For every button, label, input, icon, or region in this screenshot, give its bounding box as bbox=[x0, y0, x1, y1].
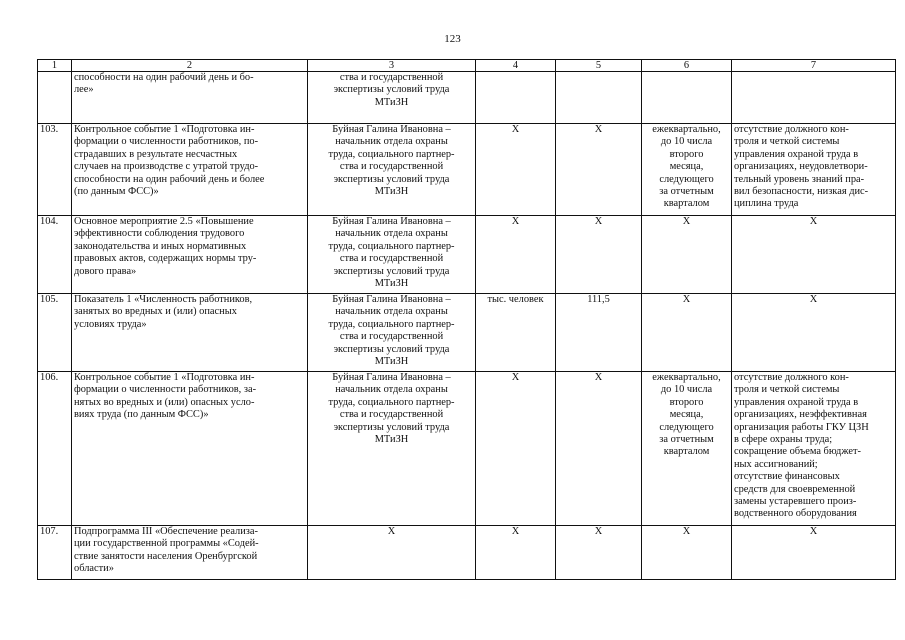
row-unit: Х bbox=[476, 526, 556, 580]
column-header: 1 bbox=[38, 60, 72, 72]
plan-table bbox=[37, 59, 896, 580]
row-risks bbox=[732, 294, 896, 372]
row-name bbox=[72, 72, 308, 124]
text-line: МТиЗН bbox=[374, 434, 409, 446]
row-risks bbox=[732, 216, 896, 294]
text-line: Показатель 1 «Численность работников, bbox=[74, 294, 253, 305]
row-number: 107. bbox=[38, 526, 72, 580]
text-line: экспертизы условий труда bbox=[333, 343, 450, 355]
row-value: Х bbox=[556, 372, 642, 526]
text-line: виях труда (по данным ФСС)» bbox=[74, 409, 209, 421]
text-line: ции государственной программы «Содей- bbox=[74, 538, 259, 550]
row-risks bbox=[732, 526, 896, 580]
text-line: ежеквартально, bbox=[652, 372, 721, 383]
table-row bbox=[38, 294, 896, 372]
row-responsible bbox=[308, 526, 476, 580]
column-number-row bbox=[38, 60, 896, 72]
text-line: Буйная Галина Ивановна – bbox=[332, 216, 451, 227]
row-deadline bbox=[642, 294, 732, 372]
row-name bbox=[72, 124, 308, 216]
text-line: формации о численности работников, за- bbox=[74, 384, 257, 396]
text-line: организациях, неэффективная bbox=[734, 409, 867, 421]
text-line: лее» bbox=[74, 84, 94, 96]
text-line: экспертизы условий труда bbox=[333, 265, 450, 277]
text-line: ежеквартально, bbox=[652, 124, 721, 135]
text-line: законодательства и иных нормативных bbox=[74, 240, 247, 252]
column-header: 7 bbox=[732, 60, 896, 72]
text-line: управления охраной труда в bbox=[734, 396, 859, 408]
row-deadline bbox=[642, 124, 732, 216]
row-responsible bbox=[308, 124, 476, 216]
text-line: ства и государственной bbox=[339, 331, 444, 343]
text-line: начальник отдела охраны bbox=[335, 384, 448, 396]
text-line: правовых актов, содержащих нормы тру- bbox=[74, 253, 257, 265]
row-number: 106. bbox=[38, 372, 72, 526]
text-line: тельный уровень знаний пра- bbox=[734, 173, 865, 185]
text-line: труда, социального партнер- bbox=[328, 396, 455, 408]
text-line: отсутствие должного кон- bbox=[734, 124, 849, 135]
row-name bbox=[72, 526, 308, 580]
row-unit: Х bbox=[476, 372, 556, 526]
text-line: замены устаревшего произ- bbox=[734, 496, 857, 508]
column-header: 5 bbox=[556, 60, 642, 72]
text-line: Буйная Галина Ивановна – bbox=[332, 294, 451, 305]
text-line: Основное мероприятие 2.5 «Повышение bbox=[74, 216, 254, 227]
text-line: МТиЗН bbox=[374, 96, 409, 108]
text-line: Х bbox=[809, 526, 818, 537]
text-line: условиях труда» bbox=[74, 318, 147, 330]
row-name bbox=[72, 216, 308, 294]
row-value: 111,5 bbox=[556, 294, 642, 372]
text-line: МТиЗН bbox=[374, 278, 409, 290]
row-responsible bbox=[308, 294, 476, 372]
text-line: ства и государственной bbox=[339, 409, 444, 421]
row-risks bbox=[732, 372, 896, 526]
column-header: 4 bbox=[476, 60, 556, 72]
row-deadline bbox=[642, 372, 732, 526]
text-line: экспертизы условий труда bbox=[333, 84, 450, 96]
text-line: ных ассигнований; bbox=[734, 458, 818, 470]
row-unit: Х bbox=[476, 124, 556, 216]
text-line: циплина труда bbox=[734, 198, 799, 210]
row-value: Х bbox=[556, 124, 642, 216]
text-line: второго bbox=[669, 148, 704, 160]
text-line: МТиЗН bbox=[374, 186, 409, 198]
text-line: ства и государственной bbox=[339, 161, 444, 173]
text-line: занятых во вредных и (или) опасных bbox=[74, 306, 237, 318]
text-line: нятых во вредных и (или) опасных усло- bbox=[74, 396, 255, 408]
text-line: отсутствие финансовых bbox=[734, 471, 840, 483]
row-value bbox=[556, 72, 642, 124]
row-unit: тыс. человек bbox=[476, 294, 556, 372]
text-line: организациях, неудовлетвори- bbox=[734, 161, 868, 173]
text-line: средств для своевременной bbox=[734, 483, 856, 495]
text-line: Х bbox=[809, 216, 818, 227]
table-row bbox=[38, 372, 896, 526]
text-line: за отчетным bbox=[659, 434, 714, 446]
text-line: дового права» bbox=[74, 265, 137, 277]
row-responsible bbox=[308, 372, 476, 526]
text-line: Х bbox=[682, 294, 691, 305]
row-deadline bbox=[642, 526, 732, 580]
row-value: Х bbox=[556, 216, 642, 294]
text-line: области» bbox=[74, 563, 114, 575]
row-name bbox=[72, 372, 308, 526]
text-line: начальник отдела охраны bbox=[335, 228, 448, 240]
text-line: Х bbox=[387, 526, 396, 537]
text-line: месяца, bbox=[669, 409, 704, 421]
text-line: труда, социального партнер- bbox=[328, 318, 455, 330]
text-line: начальник отдела охраны bbox=[335, 136, 448, 148]
text-line: Контрольное событие 1 «Подготовка ин- bbox=[74, 372, 255, 383]
column-header: 2 bbox=[72, 60, 308, 72]
column-header: 6 bbox=[642, 60, 732, 72]
text-line: Буйная Галина Ивановна – bbox=[332, 124, 451, 135]
text-line: водственного оборудования bbox=[734, 508, 857, 520]
row-number: 104. bbox=[38, 216, 72, 294]
row-deadline bbox=[642, 72, 732, 124]
text-line: труда, социального партнер- bbox=[328, 148, 455, 160]
text-line: троля и четкой системы bbox=[734, 384, 840, 396]
row-responsible bbox=[308, 72, 476, 124]
row-number: 105. bbox=[38, 294, 72, 372]
text-line: способности на один рабочий день и более bbox=[74, 173, 265, 185]
text-line: эффективности соблюдения трудового bbox=[74, 228, 245, 240]
text-line: экспертизы условий труда bbox=[333, 421, 450, 433]
table-row bbox=[38, 216, 896, 294]
text-line: кварталом bbox=[663, 198, 710, 210]
text-line: Контрольное событие 1 «Подготовка ин- bbox=[74, 124, 255, 135]
text-line: Х bbox=[682, 216, 691, 227]
text-line: отсутствие должного кон- bbox=[734, 372, 849, 383]
text-line: в сфере охраны труда; bbox=[734, 434, 833, 446]
row-deadline bbox=[642, 216, 732, 294]
text-line: страдавших в результате несчастных bbox=[74, 148, 238, 160]
text-line: управления охраной труда в bbox=[734, 148, 859, 160]
row-unit: Х bbox=[476, 216, 556, 294]
text-line: кварталом bbox=[663, 446, 710, 458]
table-row bbox=[38, 526, 896, 580]
text-line: месяца, bbox=[669, 161, 704, 173]
text-line: формации о численности работников, по- bbox=[74, 136, 259, 148]
text-line: способности на один рабочий день и бо- bbox=[74, 72, 254, 83]
text-line: следующего bbox=[659, 421, 714, 433]
text-line: Х bbox=[809, 294, 818, 305]
text-line: случаев на производстве с утратой трудо- bbox=[74, 161, 259, 173]
text-line: ства и государственной bbox=[339, 72, 444, 83]
text-line: до 10 числа bbox=[660, 136, 713, 148]
row-unit bbox=[476, 72, 556, 124]
text-line: вил безопасности, низкая дис- bbox=[734, 186, 869, 198]
row-value: Х bbox=[556, 526, 642, 580]
row-responsible bbox=[308, 216, 476, 294]
text-line: до 10 числа bbox=[660, 384, 713, 396]
text-line: организация работы ГКУ ЦЗН bbox=[734, 421, 869, 433]
text-line: начальник отдела охраны bbox=[335, 306, 448, 318]
text-line: следующего bbox=[659, 173, 714, 185]
text-line: ства и государственной bbox=[339, 253, 444, 265]
text-line: второго bbox=[669, 396, 704, 408]
text-line: сокращение объема бюджет- bbox=[734, 446, 861, 458]
text-line: ствие занятости населения Оренбургской bbox=[74, 550, 258, 562]
row-number: 103. bbox=[38, 124, 72, 216]
table-row bbox=[38, 72, 896, 124]
text-line: Подпрограмма III «Обеспечение реализа- bbox=[74, 526, 258, 537]
row-risks bbox=[732, 124, 896, 216]
text-line: Х bbox=[682, 526, 691, 537]
table-row bbox=[38, 124, 896, 216]
text-line: за отчетным bbox=[659, 186, 714, 198]
text-line: экспертизы условий труда bbox=[333, 173, 450, 185]
row-name bbox=[72, 294, 308, 372]
text-line: МТиЗН bbox=[374, 356, 409, 368]
text-line: Буйная Галина Ивановна – bbox=[332, 372, 451, 383]
column-header: 3 bbox=[308, 60, 476, 72]
text-line: троля и четкой системы bbox=[734, 136, 840, 148]
page-number: 123 bbox=[444, 33, 461, 45]
text-line: труда, социального партнер- bbox=[328, 240, 455, 252]
row-number bbox=[38, 72, 72, 124]
text-line: (по данным ФСС)» bbox=[74, 186, 159, 198]
row-risks bbox=[732, 72, 896, 124]
